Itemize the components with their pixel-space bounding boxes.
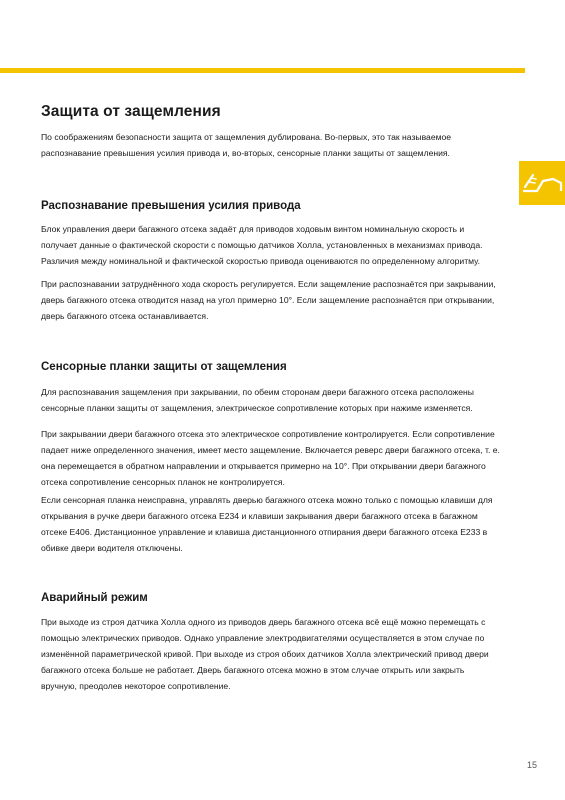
section-paragraph: Если сенсорная планка неисправна, управлять дверью багажного отсека можно только с помощью клавиши для открывания в ручке двери багажного отсека E234 и клавиши закрывания двери багажного отсека в багажном отсеке E406. Дистанционное управление и клавиша дистанционного отпирания двери багажного отсека E233 в обивке двери водителя отключены. xyxy=(41,495,493,553)
section-paragraph: Для распознавания защемления при закрывании, по обеим сторонам двери багажного отсека расположены сенсорные планки защиты от защемления, электрическое сопротивление которых при нажиме изменяется. xyxy=(41,387,474,413)
section-paragraph: Блок управления двери багажного отсека задаёт для приводов ходовым винтом номинальную скорость и получает данные о фактической скорости с помощью датчиков Холла, установленных в механизмах привода. Различия между номинальной и фактической скоростью привода оцениваются по определенному алгоритму. xyxy=(41,224,483,266)
car-pinch-icon xyxy=(519,161,565,205)
intro-paragraph: По соображениям безопасности защита от защемления дублирована. Во-первых, это так называемое распознавание превышения усилия привода и, во-вторых, сенсорные планки защиты от защемления. xyxy=(41,132,452,158)
section-paragraph: При выходе из строя датчика Холла одного из приводов дверь багажного отсека всё ещё можно перемещать с помощью электрических приводов. Однако управление электродвигателями осуществляется в этом случае по изменённой параметрической кривой. При выходе из строя обоих датчиков Холла электрический привод двери багажного отсека больше не работает. Дверь багажного отсека можно в этом случае открыть или закрыть вручную, преодолев некоторое сопротивление. xyxy=(41,617,489,691)
page-title: Защита от защемления xyxy=(41,103,221,120)
section-tab xyxy=(519,161,565,205)
section-paragraph: При закрывании двери багажного отсека это электрическое сопротивление контролируется. Если сопротивление падает ниже определенного значения, имеет место защемление. Включается реверс двери багажного отсека, т. е. она перемещается в обратном направлении и открывается примерно на 10°. При открывании двери багажного отсека сопротивление сенсорных планок не контролируется. xyxy=(41,429,500,487)
section-paragraph: При распознавании затруднённого хода скорость регулируется. Если защемление распознаётся при закрывании, дверь багажного отсека отводится назад на угол примерно 10°. Если защемление распознаётся при открывании, дверь багажного отсека останавливается. xyxy=(41,279,496,321)
section-heading-force-detection: Распознавание превышения усилия привода xyxy=(41,200,301,212)
section-heading-emergency-mode: Аварийный режим xyxy=(41,592,148,604)
top-accent-bar xyxy=(0,68,525,73)
section-heading-sensor-strips: Сенсорные планки защиты от защемления xyxy=(41,361,287,373)
page-number: 15 xyxy=(527,760,538,770)
